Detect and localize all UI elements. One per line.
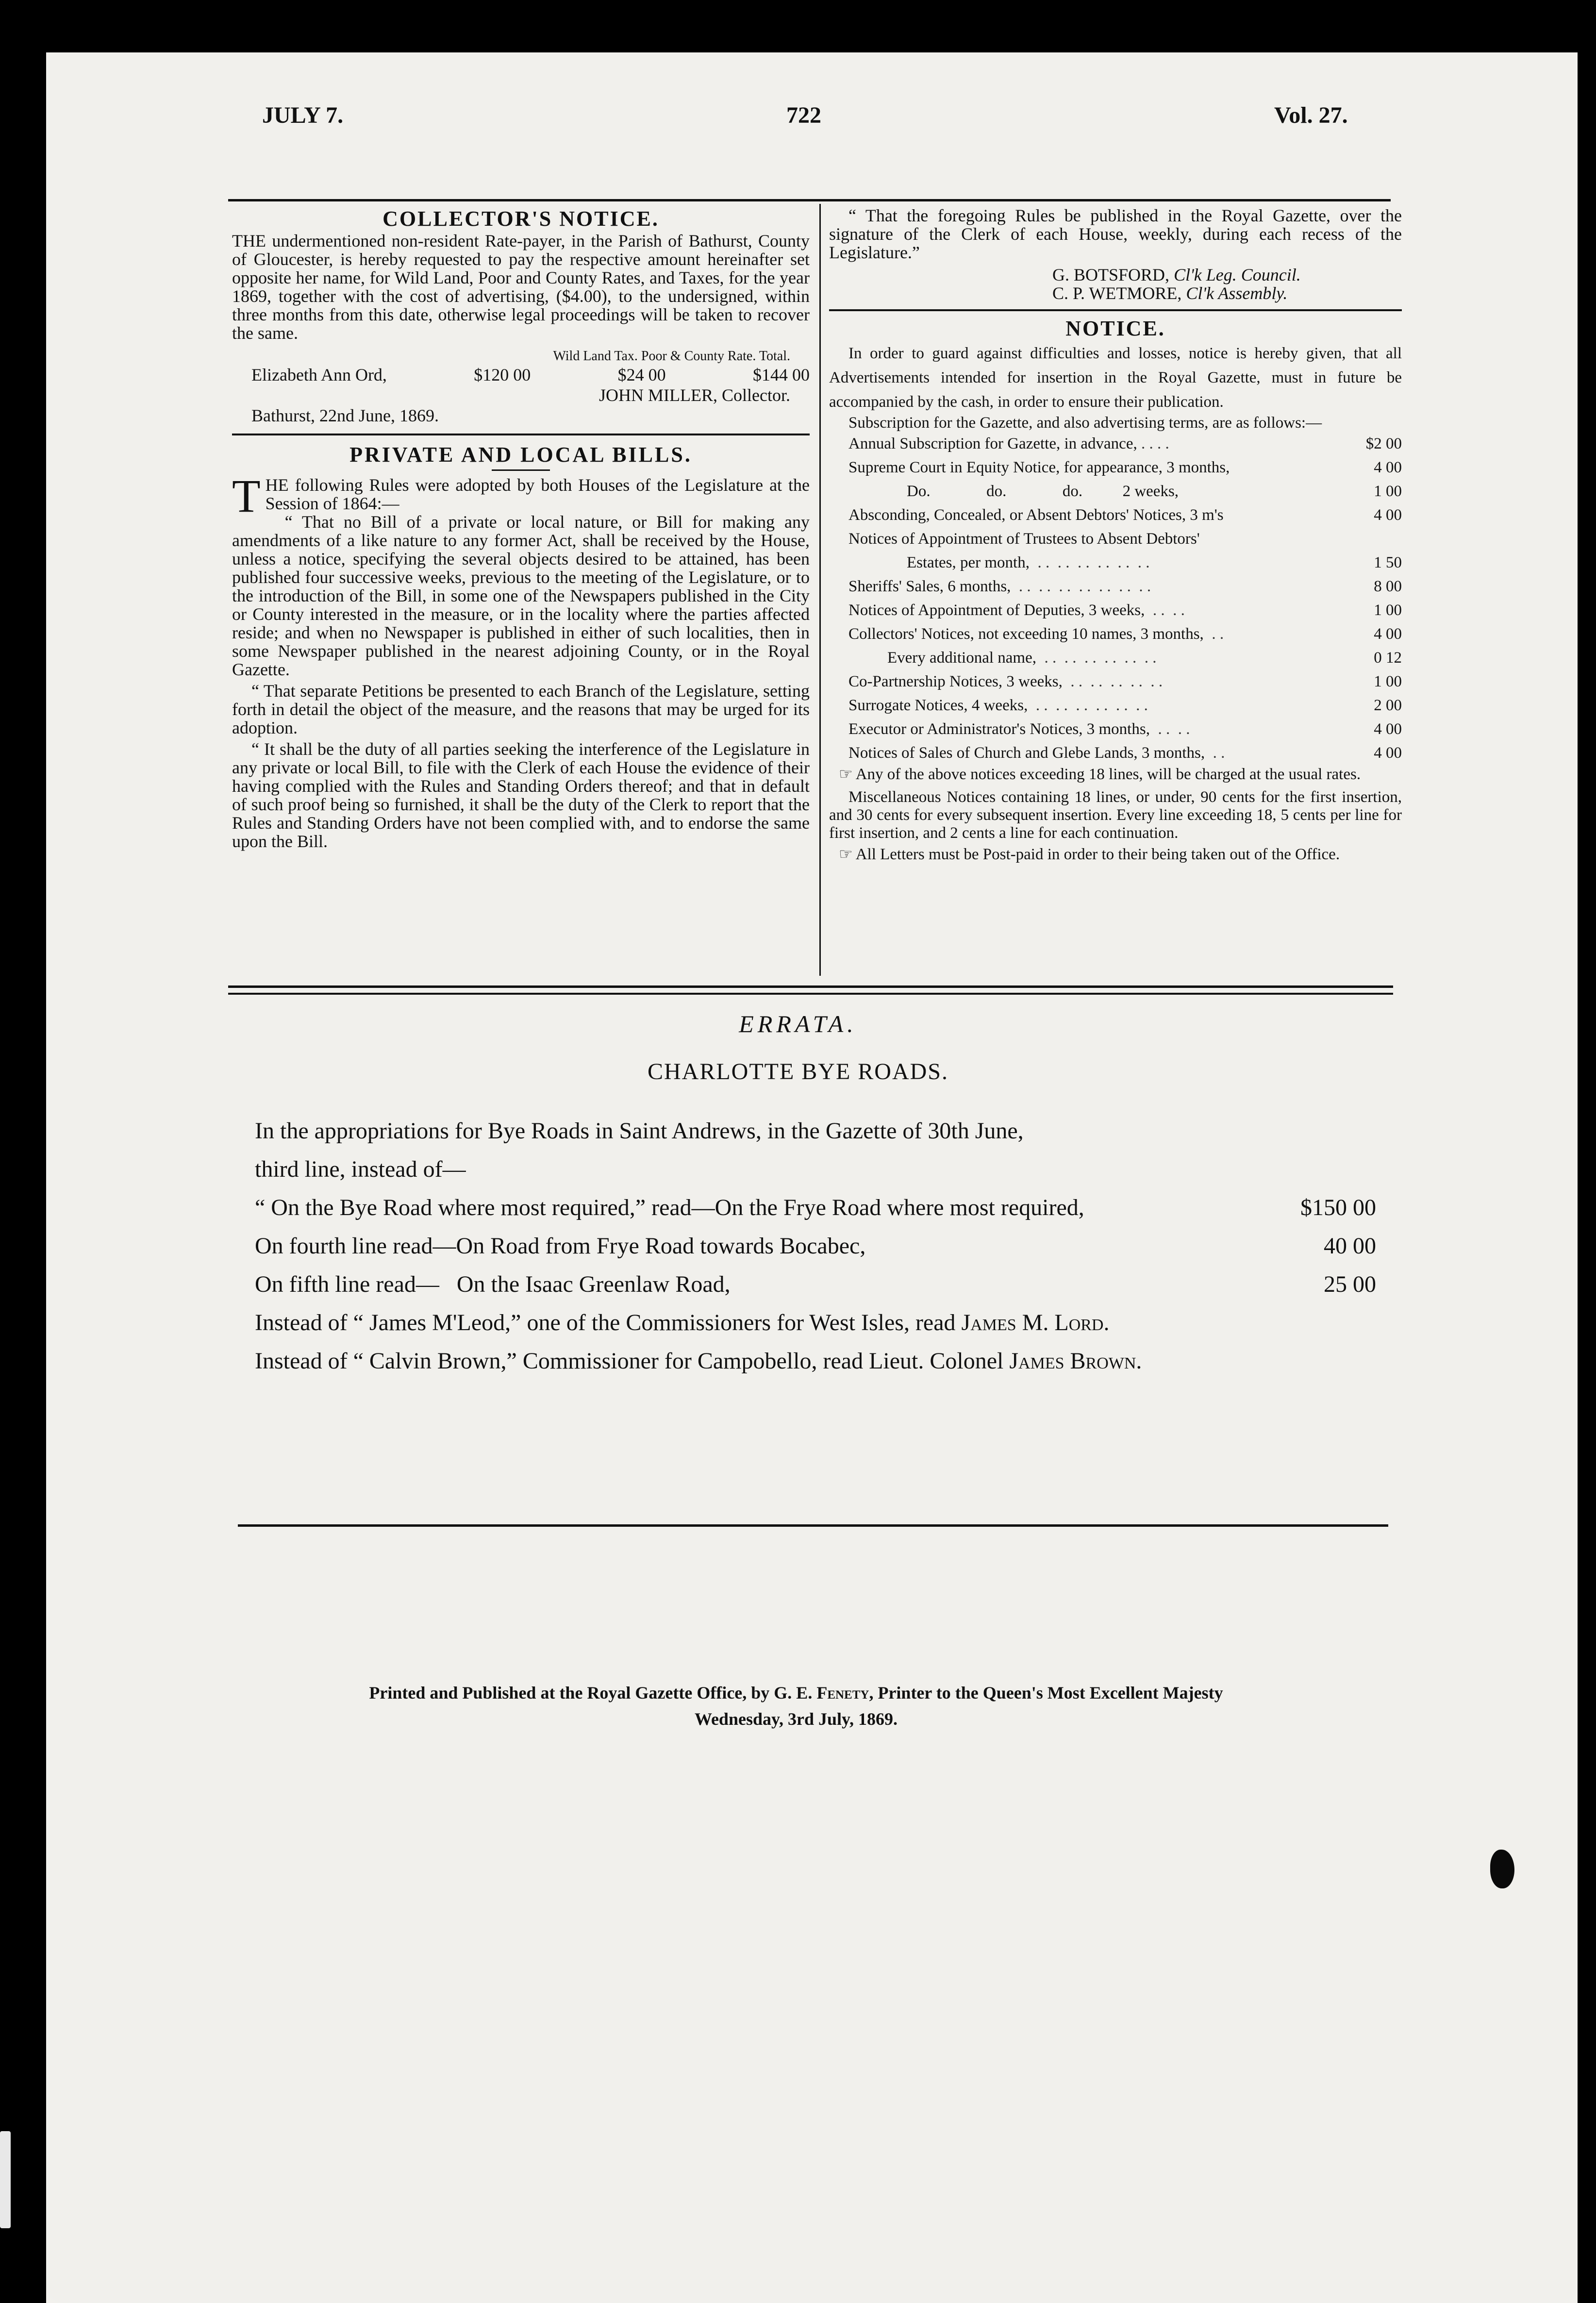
rule-two: “ That separate Petitions be presented to each Branch of the Legislature, setting forth in detail the object of the measure, and the reasons that may be urged for its adoption. [232,681,810,737]
collectors-notice-title: COLLECTOR'S NOTICE. [382,207,659,231]
drop-cap: T [232,470,261,522]
pointing-hand-icon: ☞ [839,845,853,863]
page-number: 722 [786,102,821,128]
signature-leg-council: G. BOTSFORD, Cl'k Leg. Council. [1052,265,1301,284]
section-rule [829,309,1402,311]
errata-line: On fifth line read— On the Isaac Greenlaw Road, 25 00 [255,1271,1376,1297]
rate-row: Executor or Administrator's Notices, 3 months, . . . . 4 00 [848,720,1402,738]
errata-body [255,1112,1376,1380]
collector-signature: JOHN MILLER, Collector. [599,385,790,405]
errata-intro: In the appropriations for Bye Roads in Saint Andrews, in the Gazette of 30th June, [255,1118,1024,1144]
errata-intro-2: third line, instead of— [255,1156,466,1182]
rule-three: “ It shall be the duty of all parties seeking the interference of the Legislature in any private or local Bill, to file with the Clerk of each House the evidence of their having complied with the Rules and Standing Orders thereof; and that in default of such proof being so furnished, it shall be the duty of the Clerk to report that the Rules and Standing Orders have not been complied with, and to endorse the same upon the Bill. [232,739,810,851]
edge-mark [0,2131,11,2228]
double-rule-bottom [228,993,1393,995]
rate-row: Estates, per month, . . . . . . . . . . . . 1 50 [907,554,1402,571]
rate-payer-row [232,366,810,384]
rate-row: Sheriffs' Sales, 6 months, . . . . . . . . . . . . . . 8 00 [848,578,1402,595]
letters-note: ☞ All Letters must be Post-paid in order to their being taken out of the Office. [839,845,1340,863]
notice-intro: In order to guard against difficulties and losses, notice is hereby given, that all Advertisements intended for insertion in the Royal Gazette, must in future be accompanied by the cash, in order to ensure their publication. [829,345,1402,411]
rate-row: Notices of Sales of Church and Glebe Lands, 3 months, . . 4 00 [848,744,1402,762]
errata-subtitle: CHARLOTTE BYE ROADS. [647,1059,948,1085]
payer-name: Elizabeth Ann Ord, [251,365,387,384]
rate-row: Supreme Court in Equity Notice, for appearance, 3 months, 4 00 [848,459,1402,476]
private-bills-intro: THE following Rules were adopted by both Houses of the Legislature at the Session of 1864:— [232,470,810,522]
header-rule [228,199,1391,201]
rate-row: Surrogate Notices, 4 weeks, . . . . . . . . . . . . 2 00 [848,697,1402,714]
left-column [232,206,810,851]
imprint-line-1: Printed and Published at the Royal Gazette Office, by G. E. Fenety, Printer to the Queen's Most Excellent Majesty [369,1683,1223,1702]
private-bills-title: PRIVATE AND LOCAL BILLS. [349,443,692,467]
poor-county-rate: $24 00 [617,365,666,384]
collector-dateline: Bathurst, 22nd June, 1869. [251,406,439,425]
total-amount: $144 00 [752,365,810,384]
rate-row: Do. do. do. 2 weeks, 1 00 [907,483,1402,500]
errata-line: Instead of “ Calvin Brown,” Commissioner for Campobello, read Lieut. Colonel James Brown. [255,1348,1142,1374]
title-underline [492,469,550,471]
signature-assembly: C. P. WETMORE, Cl'k Assembly. [1052,284,1288,303]
imprint-date: Wednesday, 3rd July, 1869. [694,1709,898,1729]
section-rule [232,434,810,435]
wild-land-tax: $120 00 [474,365,531,384]
rate-row: Collectors' Notices, not exceeding 10 names, 3 months, . . 4 00 [848,625,1402,643]
notice-title: NOTICE. [1065,317,1165,340]
ink-blot [1490,1850,1514,1888]
collectors-notice-body: THE undermentioned non-resident Rate-payer, in the Parish of Bathurst, County of Gloucester, is hereby requested to pay the respective amount hereinafter set opposite her name, for Wild Land, Poor and County Rates, and Taxes, for the year 1869, together with the cost of advertising, ($4.00), to the undersigned, within three months from this date, otherwise legal proceedings will be taken to recover the same. [232,231,810,343]
rules-publication-text: “ That the foregoing Rules be published in the Royal Gazette, over the signature of the Clerk of each House, weekly, during each recess of the Legislature.” [829,206,1402,262]
volume-number: Vol. 27. [1274,102,1348,128]
issue-date: JULY 7. [262,102,344,128]
right-column [829,206,1402,864]
rate-row: Notices of Appointment of Trustees to Absent Debtors' [848,530,1200,548]
errata-line: On fourth line read—On Road from Frye Road towards Bocabec, 40 00 [255,1233,1376,1259]
rate-row: Absconding, Concealed, or Absent Debtors' Notices, 3 m's 4 00 [848,506,1402,524]
rate-row: Annual Subscription for Gazette, in advance, . . . . $2 00 [848,435,1402,452]
bottom-rule [238,1524,1388,1527]
notice-subscription: Subscription for the Gazette, and also advertising terms, are as follows:— [848,414,1322,432]
double-rule-top [228,985,1393,988]
column-divider [819,204,821,976]
imprint [160,1680,1432,1732]
rule-one: “ That no Bill of a private or local nature, or Bill for making any amendments of a like nature to any former Act, shall be received by the House, unless a notice, specifying the several objects desired to be attained, has been published four successive weeks, previous to the meeting of the Legislature, or to the introduction of the Bill, in some one of the Newspapers published in the City or County interested in the measure, or in the locality where the parties affected reside; and when no Newspaper is published in either of such localities, then in some Newspaper published in the nearest adjoining County, or in the Royal Gazette. [232,512,810,679]
pointing-hand-icon: ☞ [839,765,853,783]
misc-notices: Miscellaneous Notices containing 18 lines, or under, 90 cents for the first insertion, and 30 cents for every subsequent insertion. Every line exceeding 18, 5 cents per line for first insertion, and 2 cents a line for each continuation. [829,788,1402,842]
rate-column-headers: Wild Land Tax. Poor & County Rate. Total. [553,349,790,364]
errata-title: ERRATA. [739,1010,857,1037]
rate-row: Notices of Appointment of Deputies, 3 weeks, . . . . 1 00 [848,601,1402,619]
rate-row: Co-Partnership Notices, 3 weeks, . . . . . . . . . . 1 00 [848,673,1402,690]
rates-table [848,432,1402,765]
errata-line: “ On the Bye Road where most required,” read—On the Frye Road where most required, $150 00 [255,1195,1376,1220]
rate-row: Every additional name, . . . . . . . . . . . . 0 12 [887,649,1402,667]
exceeding-note: ☞ Any of the above notices exceeding 18 lines, will be charged at the usual rates. [839,765,1361,783]
errata-line: Instead of “ James M'Leod,” one of the Commissioners for West Isles, read James M. Lord. [255,1310,1110,1335]
